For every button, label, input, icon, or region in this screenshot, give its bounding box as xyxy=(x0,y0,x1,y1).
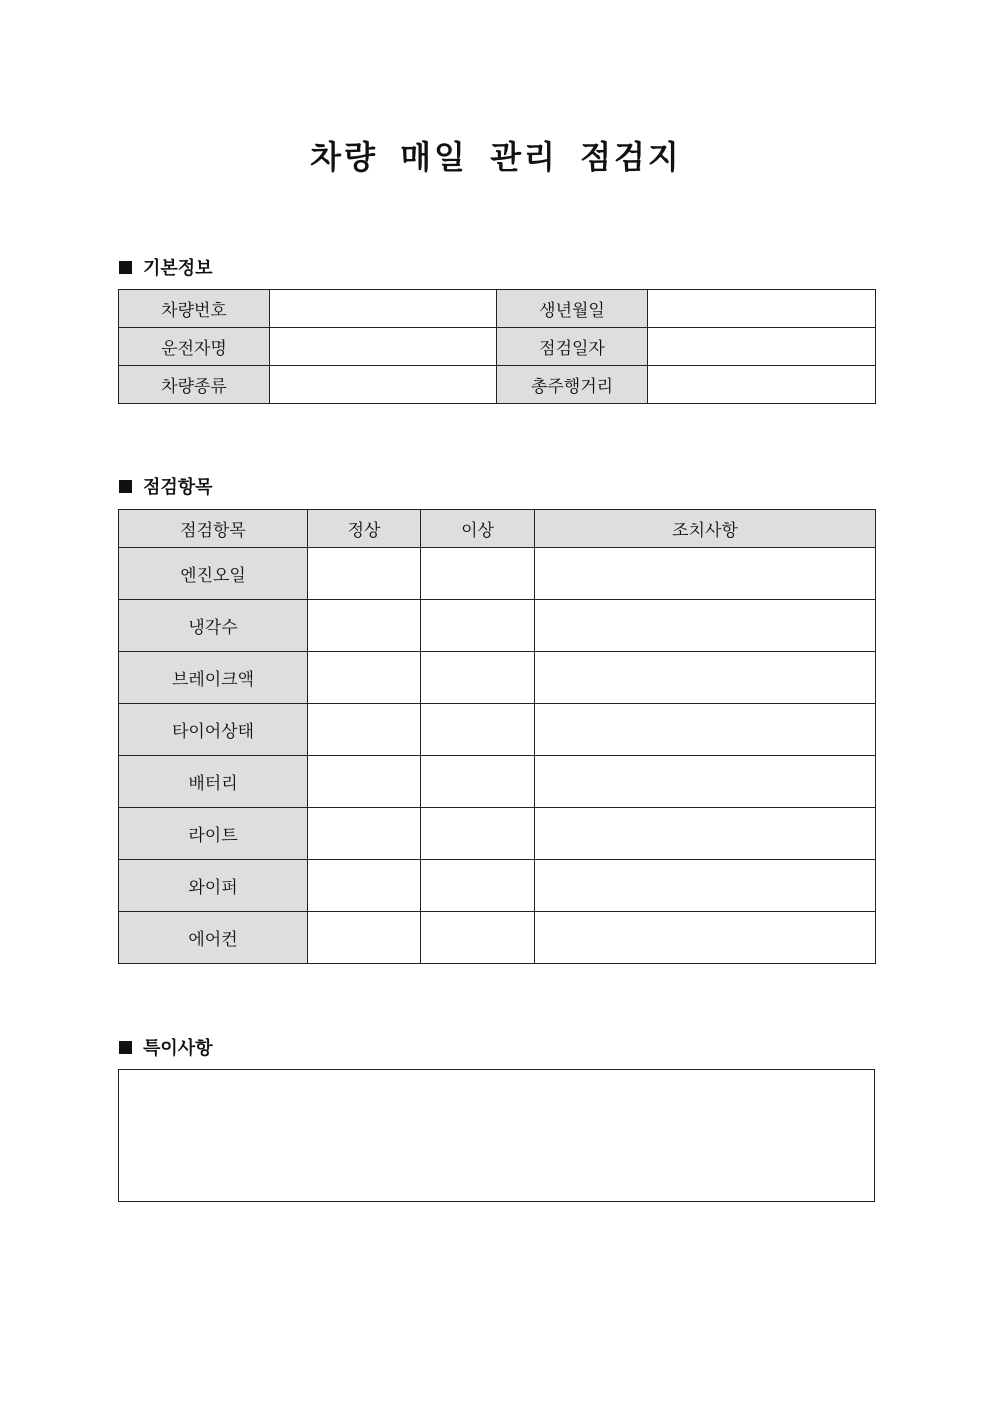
inspection-date-label: 점검일자 xyxy=(497,328,648,366)
birth-date-field[interactable] xyxy=(648,290,876,328)
normal-cell[interactable] xyxy=(308,756,421,808)
abnormal-cell[interactable] xyxy=(421,652,535,704)
check-item-label: 타이어상태 xyxy=(119,704,308,756)
action-cell[interactable] xyxy=(535,704,876,756)
square-bullet-icon xyxy=(119,261,132,274)
total-mileage-field[interactable] xyxy=(648,366,876,404)
abnormal-cell[interactable] xyxy=(421,704,535,756)
action-cell[interactable] xyxy=(535,912,876,964)
normal-cell[interactable] xyxy=(308,704,421,756)
vehicle-number-label: 차량번호 xyxy=(119,290,270,328)
page-title: 차량 매일 관리 점검지 xyxy=(310,138,682,176)
abnormal-cell[interactable] xyxy=(421,912,535,964)
abnormal-cell[interactable] xyxy=(421,860,535,912)
action-cell[interactable] xyxy=(535,860,876,912)
notes-field[interactable] xyxy=(118,1069,875,1202)
check-item-label: 냉각수 xyxy=(119,600,308,652)
action-cell[interactable] xyxy=(535,808,876,860)
vehicle-number-field[interactable] xyxy=(270,290,497,328)
normal-cell[interactable] xyxy=(308,652,421,704)
action-cell[interactable] xyxy=(535,600,876,652)
check-item-label: 엔진오일 xyxy=(119,548,308,600)
square-bullet-icon xyxy=(119,1041,132,1054)
section-heading-check xyxy=(119,473,213,499)
check-item-label: 에어컨 xyxy=(119,912,308,964)
column-header-normal: 정상 xyxy=(308,510,421,548)
abnormal-cell[interactable] xyxy=(421,808,535,860)
section-heading-notes xyxy=(119,1034,213,1060)
check-item-label: 브레이크액 xyxy=(119,652,308,704)
normal-cell[interactable] xyxy=(308,912,421,964)
table-row xyxy=(119,600,876,652)
action-cell[interactable] xyxy=(535,652,876,704)
section-heading-label: 특이사항 xyxy=(143,1038,213,1059)
check-item-label: 와이퍼 xyxy=(119,860,308,912)
total-mileage-label: 총주행거리 xyxy=(497,366,648,404)
normal-cell[interactable] xyxy=(308,548,421,600)
table-row xyxy=(119,704,876,756)
table-row xyxy=(119,808,876,860)
abnormal-cell[interactable] xyxy=(421,756,535,808)
section-heading-label: 기본정보 xyxy=(143,258,213,279)
normal-cell[interactable] xyxy=(308,860,421,912)
inspection-date-field[interactable] xyxy=(648,328,876,366)
birth-date-label: 생년월일 xyxy=(497,290,648,328)
check-item-label: 라이트 xyxy=(119,808,308,860)
column-header-item: 점검항목 xyxy=(119,510,308,548)
square-bullet-icon xyxy=(119,480,132,493)
abnormal-cell[interactable] xyxy=(421,600,535,652)
normal-cell[interactable] xyxy=(308,600,421,652)
driver-name-label: 운전자명 xyxy=(119,328,270,366)
column-header-abnormal: 이상 xyxy=(421,510,535,548)
action-cell[interactable] xyxy=(535,756,876,808)
check-item-label: 배터리 xyxy=(119,756,308,808)
table-row xyxy=(119,652,876,704)
vehicle-type-label: 차량종류 xyxy=(119,366,270,404)
basic-info-table xyxy=(118,289,876,404)
action-cell[interactable] xyxy=(535,548,876,600)
normal-cell[interactable] xyxy=(308,808,421,860)
section-heading-label: 점검항목 xyxy=(143,477,213,498)
abnormal-cell[interactable] xyxy=(421,548,535,600)
column-header-action: 조치사항 xyxy=(535,510,876,548)
section-heading-basic xyxy=(119,254,213,280)
table-row xyxy=(119,860,876,912)
table-row xyxy=(119,912,876,964)
driver-name-field[interactable] xyxy=(270,328,497,366)
vehicle-type-field[interactable] xyxy=(270,366,497,404)
check-items-table xyxy=(118,509,876,964)
table-row xyxy=(119,548,876,600)
table-row xyxy=(119,756,876,808)
